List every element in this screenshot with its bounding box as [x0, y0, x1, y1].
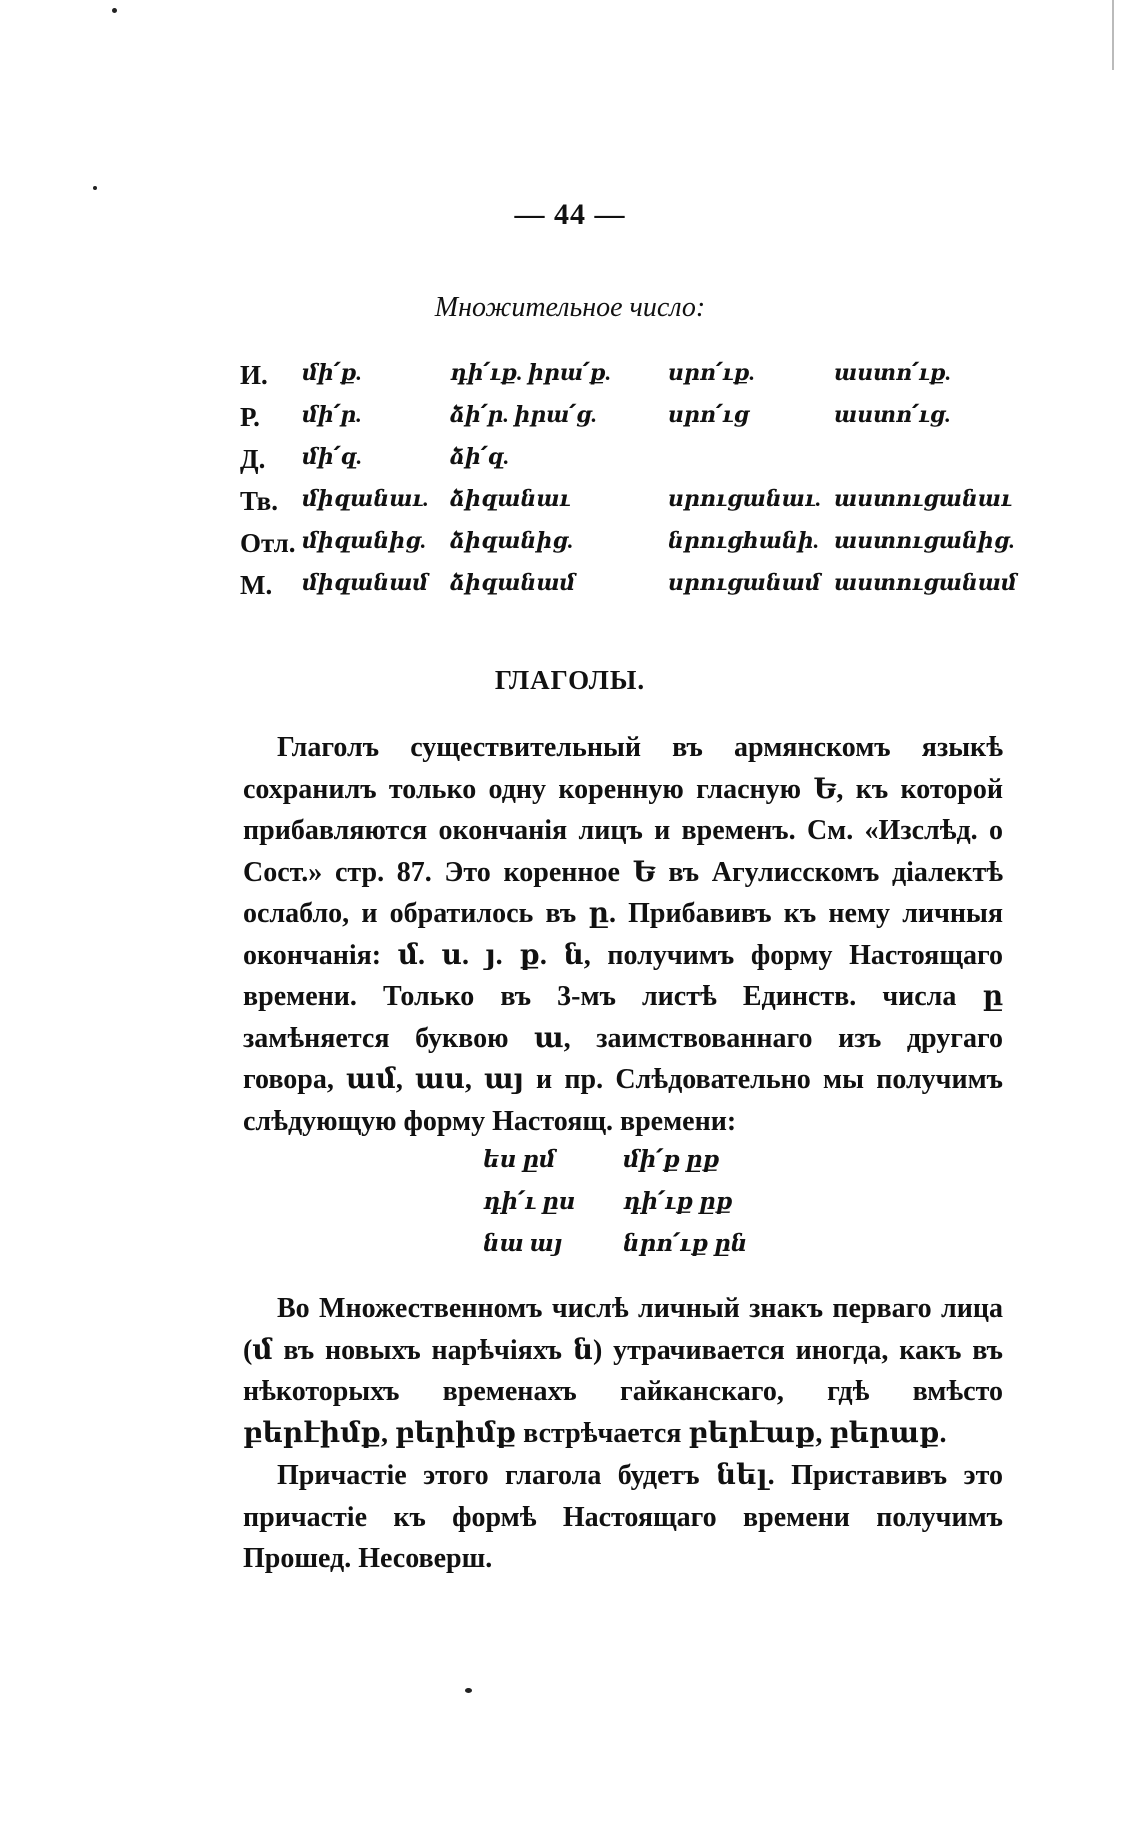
case-label: И. [240, 360, 268, 390]
conjugation-row [483, 1146, 823, 1188]
section-title: ГЛАГОЛЫ. [494, 665, 646, 695]
form-cell: սրո՛ւց [668, 402, 750, 427]
conjugation-row [483, 1188, 823, 1230]
singular-form: դի՛ւ ըս [483, 1189, 576, 1214]
case-label: Тв. [240, 486, 278, 516]
form-cell: սրո՛ւք. [668, 360, 756, 385]
form-cell: աստուցանաւ [834, 486, 1012, 511]
singular-form: նա այ [483, 1231, 563, 1256]
singular-form: ես ըմ [483, 1147, 556, 1172]
plural-form: մի՛ք ըք [623, 1147, 720, 1172]
case-label: Отл. [240, 528, 296, 558]
form-cell: աստուցանից. [834, 528, 1015, 553]
form-cell: սրուցանամ [668, 570, 821, 595]
form-cell: ձիզանաւ [450, 486, 571, 511]
plural-form: նրո՛ւք ըն [623, 1231, 748, 1256]
scan-edge-line [1112, 0, 1114, 70]
subtitle: Множительное число: [434, 292, 706, 323]
declension-row [240, 570, 1040, 612]
form-cell: ձիզանից. [450, 528, 574, 553]
form-cell: սրուցանաւ. [668, 486, 822, 511]
form-cell: մի՛զ. [302, 444, 363, 469]
scan-speck [93, 186, 97, 190]
plural-form: դի՛ւք ըք [623, 1189, 733, 1214]
page-number: — 44 — [514, 198, 626, 231]
declension-row [240, 402, 1040, 444]
form-cell: դի՛ւք. իրա՛ք. [450, 360, 612, 385]
scan-speck [112, 8, 117, 13]
form-cell: ձիզանամ [450, 570, 576, 595]
form-cell: ձի՛ր. իրա՛ց. [450, 402, 597, 427]
form-cell: միզանաւ. [302, 486, 429, 511]
paragraph: Во Множественномъ числѣ личный знакъ перваго лица (մ въ новыхъ нарѣчіяхъ ն) утрачивается иногда, какъ въ нѣкоторыхъ временахъ гайканскаго, гдѣ вмѣсто բերէիմք, բերիմք встрѣчается բերէաք, բերաք. [243, 1293, 1003, 1449]
form-cell: աստո՛ւք. [834, 360, 952, 385]
form-cell: մի՛ք. [302, 360, 362, 385]
form-cell: ձի՛զ. [450, 444, 510, 469]
case-label: Д. [240, 444, 266, 474]
paragraph: Причастіе этого глагола будетъ նել. Приставивъ это причастіе къ формѣ Настоящаго времени получимъ Прошед. Несоверш. [243, 1460, 1003, 1574]
form-cell: աստուցանամ [834, 570, 1017, 595]
case-label: Р. [240, 402, 260, 432]
declension-row [240, 528, 1040, 570]
declension-row [240, 360, 1040, 402]
declension-row [240, 486, 1040, 528]
paragraph: Глаголъ существительный въ армянскомъ языкѣ сохранилъ только одну коренную гласную Ե, къ которой прибавляются окончанія лицъ и временъ. См. «Изслѣд. о Сост.» стр. 87. Это коренное Ե въ Агулисскомъ діалектѣ ослабло, и обратилось въ ը. Прибавивъ къ нему личныя окончанія: մ. ս. յ. ք. ն, получимъ форму Настоящаго времени. Только въ 3-мъ листѣ Единств. числа ը замѣняется буквою ա, заимствованнаго изъ другаго говора, ամ, աս, այ и пр. Слѣдовательно мы получимъ слѣдующую форму Настоящ. времени: [243, 732, 1003, 1137]
case-label: М. [240, 570, 273, 600]
form-cell: մի՛ր. [302, 402, 362, 427]
conjugation-row [483, 1230, 823, 1272]
conjugation-table [483, 1146, 823, 1272]
scan-speck [465, 1688, 472, 1693]
form-cell: աստո՛ւց. [834, 402, 951, 427]
form-cell: միզանամ [302, 570, 429, 595]
form-cell: միզանից. [302, 528, 427, 553]
declension-table [240, 360, 1040, 612]
declension-row [240, 444, 1040, 486]
form-cell: նրուցհանի. [668, 528, 820, 553]
